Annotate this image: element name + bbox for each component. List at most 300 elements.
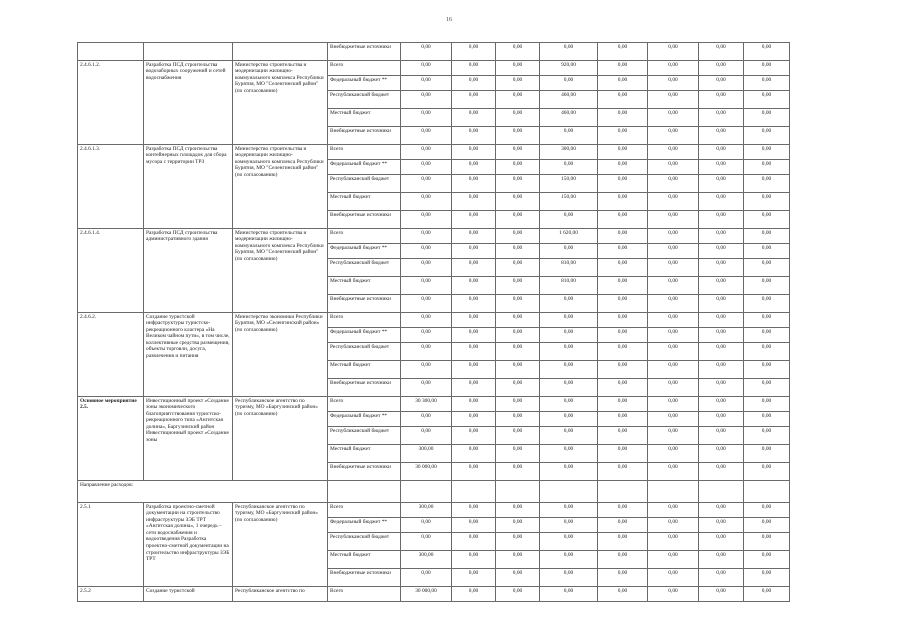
value-cell: 0,00: [744, 518, 790, 533]
value-cell: 0,00: [648, 193, 699, 211]
value-cell: 0,00: [540, 160, 598, 175]
value-cell: 0,00: [744, 127, 790, 145]
value-cell: 0,00: [401, 160, 452, 175]
value-cell: 0,00: [452, 343, 496, 361]
executor: Министерство строительства и модернизации жилищно-коммунального комплекса Республики Бурятия, МО "Селенгинский район" (по согласованию): [233, 145, 328, 229]
funding-source-cell: Республиканский бюджет: [328, 259, 401, 277]
empty-cell: [540, 481, 598, 503]
activity-code: 2.4.6.1.4.: [78, 229, 144, 313]
value-cell: 0,00: [540, 503, 598, 518]
value-cell: 0,00: [699, 160, 744, 175]
activity-name: Инвестиционный проект «Создание зоны экономического благоприятствования туристско-рекреационного типа «Ангитская долина», Баргузинский район Инвестиционный проект «Создание зоны: [144, 397, 233, 481]
value-cell: 0,00: [699, 229, 744, 244]
funding-source-cell: Всего: [328, 229, 401, 244]
empty-cell: [78, 43, 144, 61]
funding-source-cell: Внебюджетные источники: [328, 295, 401, 313]
value-cell: 0,00: [744, 175, 790, 193]
budget-table: [77, 42, 790, 602]
value-cell: 0,00: [540, 343, 598, 361]
value-cell: 0,00: [744, 76, 790, 91]
value-cell: 0,00: [598, 229, 648, 244]
empty-cell: [699, 481, 744, 503]
value-cell: 0,00: [496, 343, 540, 361]
value-cell: 810,00: [540, 259, 598, 277]
empty-cell: [598, 481, 648, 503]
value-cell: 0,00: [648, 91, 699, 109]
table-row: [78, 587, 790, 602]
funding-source-cell: Всего: [328, 503, 401, 518]
value-cell: 300,00: [401, 503, 452, 518]
value-cell: 0,00: [452, 61, 496, 76]
value-cell: 0,00: [744, 259, 790, 277]
value-cell: 0,00: [744, 109, 790, 127]
value-cell: 0,00: [496, 379, 540, 397]
value-cell: 0,00: [744, 397, 790, 412]
value-cell: 0,00: [401, 412, 452, 427]
value-cell: 0,00: [401, 361, 452, 379]
value-cell: 0,00: [648, 295, 699, 313]
activity-name: Разработка проектно-сметной документации на строительство инфраструктуры ЗЭБ ТРТ «Ангитская долина», 1 очередь – сети водоснабжения и водоотведения Разработка проектно-сметной документации на строительство инфраструктуры ЗЭБ ТРТ: [144, 503, 233, 587]
value-cell: 0,00: [598, 412, 648, 427]
value-cell: 0,00: [648, 518, 699, 533]
executor: Республиканское агентство по туризму, МО «Баргузинский район» (по согласованию): [233, 503, 328, 587]
value-cell: 0,00: [598, 518, 648, 533]
value-cell: 0,00: [401, 427, 452, 445]
value-cell: 0,00: [401, 193, 452, 211]
table-row: [78, 503, 790, 518]
value-cell: 0,00: [401, 61, 452, 76]
value-cell: 0,00: [452, 518, 496, 533]
value-cell: 0,00: [540, 361, 598, 379]
value-cell: 0,00: [540, 211, 598, 229]
funding-source-cell: Республиканский бюджет: [328, 343, 401, 361]
value-cell: 0,00: [648, 259, 699, 277]
value-cell: 0,00: [496, 397, 540, 412]
value-cell: 0,00: [699, 145, 744, 160]
activity-name: Создание туристской: [144, 587, 233, 602]
value-cell: 0,00: [401, 313, 452, 328]
activity-code: 2.4.6.1.2.: [78, 61, 144, 145]
value-cell: 0,00: [598, 379, 648, 397]
value-cell: 0,00: [496, 145, 540, 160]
value-cell: 0,00: [496, 160, 540, 175]
value-cell: 0,00: [648, 229, 699, 244]
value-cell: 0,00: [540, 533, 598, 551]
funding-source-cell: Федеральный бюджет **: [328, 160, 401, 175]
value-cell: 0,00: [452, 127, 496, 145]
value-cell: 0,00: [598, 175, 648, 193]
value-cell: 0,00: [452, 259, 496, 277]
value-cell: 0,00: [744, 61, 790, 76]
value-cell: 0,00: [648, 397, 699, 412]
value-cell: 0,00: [452, 569, 496, 587]
value-cell: 0,00: [452, 91, 496, 109]
value-cell: 0,00: [699, 551, 744, 569]
value-cell: 0,00: [401, 328, 452, 343]
value-cell: 0,00: [699, 313, 744, 328]
value-cell: 0,00: [540, 328, 598, 343]
value-cell: 0,00: [744, 295, 790, 313]
value-cell: 0,00: [496, 551, 540, 569]
value-cell: 0,00: [744, 445, 790, 463]
value-cell: 0,00: [540, 127, 598, 145]
value-cell: 0,00: [401, 277, 452, 295]
value-cell: 0,00: [744, 211, 790, 229]
value-cell: 0,00: [540, 295, 598, 313]
value-cell: 0,00: [744, 91, 790, 109]
value-cell: 0,00: [401, 145, 452, 160]
value-cell: 0,00: [598, 244, 648, 259]
funding-source-cell: Всего: [328, 61, 401, 76]
value-cell: 0,00: [648, 127, 699, 145]
funding-source-cell: Внебюджетные источники: [328, 127, 401, 145]
funding-source-cell: Местный бюджет: [328, 551, 401, 569]
value-cell: 0,00: [699, 533, 744, 551]
value-cell: 0,00: [699, 427, 744, 445]
value-cell: 0,00: [540, 427, 598, 445]
value-cell: 0,00: [598, 295, 648, 313]
funding-source-cell: Республиканский бюджет: [328, 175, 401, 193]
value-cell: 0,00: [699, 193, 744, 211]
value-cell: 0,00: [648, 61, 699, 76]
value-cell: 0,00: [496, 295, 540, 313]
value-cell: 0,00: [540, 244, 598, 259]
value-cell: 0,00: [648, 503, 699, 518]
value-cell: 0,00: [496, 193, 540, 211]
value-cell: 0,00: [744, 343, 790, 361]
funding-source-cell: Внебюджетные источники: [328, 463, 401, 481]
value-cell: 0,00: [699, 503, 744, 518]
activity-name: Создание туристской инфраструктуры туристско-рекреационного кластера «На Великом чайном пути», в том числе, коллективные средства размещения, объекты торговли, досуга, развлечения и питания: [144, 313, 233, 397]
value-cell: 150,00: [540, 193, 598, 211]
funding-source-cell: Федеральный бюджет **: [328, 328, 401, 343]
value-cell: 0,00: [744, 533, 790, 551]
value-cell: 0,00: [648, 587, 699, 602]
value-cell: 0,00: [452, 445, 496, 463]
funding-source-cell: Республиканский бюджет: [328, 533, 401, 551]
value-cell: 460,00: [540, 109, 598, 127]
value-cell: 0,00: [699, 569, 744, 587]
value-cell: 0,00: [744, 587, 790, 602]
value-cell: 0,00: [648, 175, 699, 193]
value-cell: 460,00: [540, 91, 598, 109]
value-cell: 0,00: [598, 445, 648, 463]
table-row: [78, 43, 790, 61]
value-cell: 0,00: [452, 503, 496, 518]
activity-code: 2.4.6.2.: [78, 313, 144, 397]
value-cell: 300,00: [401, 445, 452, 463]
value-cell: 0,00: [598, 361, 648, 379]
value-cell: 0,00: [540, 587, 598, 602]
value-cell: 150,00: [540, 175, 598, 193]
value-cell: 0,00: [598, 91, 648, 109]
activity-code: Основное мероприятие 2.5.: [78, 397, 144, 481]
value-cell: 0,00: [401, 533, 452, 551]
value-cell: 0,00: [744, 503, 790, 518]
funding-source-cell: Всего: [328, 313, 401, 328]
value-cell: 0,00: [598, 328, 648, 343]
value-cell: 0,00: [699, 295, 744, 313]
empty-cell: [496, 481, 540, 503]
value-cell: 0,00: [401, 229, 452, 244]
value-cell: 30 000,00: [401, 463, 452, 481]
activity-name: Разработка ПСД строительства водозаборных сооружений и сетей водоснабжения: [144, 61, 233, 145]
value-cell: 0,00: [699, 175, 744, 193]
value-cell: 0,00: [648, 569, 699, 587]
value-cell: 0,00: [744, 328, 790, 343]
value-cell: 0,00: [452, 379, 496, 397]
value-cell: 0,00: [452, 427, 496, 445]
value-cell: 0,00: [496, 211, 540, 229]
value-cell: 0,00: [401, 91, 452, 109]
funding-source-cell: Федеральный бюджет **: [328, 518, 401, 533]
funding-source-cell: Всего: [328, 145, 401, 160]
value-cell: 0,00: [496, 569, 540, 587]
value-cell: 0,00: [598, 277, 648, 295]
value-cell: 0,00: [540, 313, 598, 328]
funding-source-cell: Всего: [328, 397, 401, 412]
value-cell: 0,00: [648, 379, 699, 397]
value-cell: 0,00: [699, 343, 744, 361]
value-cell: 0,00: [648, 551, 699, 569]
value-cell: 0,00: [648, 328, 699, 343]
value-cell: 0,00: [401, 569, 452, 587]
value-cell: 0,00: [699, 412, 744, 427]
empty-cell: [401, 481, 452, 503]
executor: Республиканское агентство по туризму, МО «Баргузинский район» (по согласованию): [233, 397, 328, 481]
executor: Министерство экономики Республики Бурятия, МО «Селенгинский район» (по согласованию): [233, 313, 328, 397]
table-row: [78, 397, 790, 412]
value-cell: 0,00: [598, 551, 648, 569]
value-cell: 0,00: [648, 445, 699, 463]
value-cell: 0,00: [496, 91, 540, 109]
value-cell: 0,00: [744, 244, 790, 259]
value-cell: 0,00: [648, 43, 699, 61]
value-cell: 0,00: [699, 61, 744, 76]
funding-source-cell: Местный бюджет: [328, 361, 401, 379]
funding-source-cell: Республиканский бюджет: [328, 427, 401, 445]
value-cell: 0,00: [452, 397, 496, 412]
value-cell: 0,00: [598, 61, 648, 76]
value-cell: 0,00: [452, 160, 496, 175]
value-cell: 0,00: [648, 109, 699, 127]
value-cell: 0,00: [496, 518, 540, 533]
value-cell: 0,00: [598, 193, 648, 211]
page-number: 16: [446, 17, 452, 23]
value-cell: 0,00: [496, 175, 540, 193]
value-cell: 0,00: [699, 43, 744, 61]
value-cell: 0,00: [452, 295, 496, 313]
value-cell: 0,00: [496, 244, 540, 259]
value-cell: 0,00: [744, 412, 790, 427]
value-cell: 0,00: [401, 211, 452, 229]
value-cell: 0,00: [744, 427, 790, 445]
value-cell: 300,00: [540, 145, 598, 160]
value-cell: 0,00: [452, 551, 496, 569]
value-cell: 0,00: [540, 379, 598, 397]
value-cell: 0,00: [744, 569, 790, 587]
value-cell: 0,00: [598, 259, 648, 277]
executor: Республиканское агентство по: [233, 587, 328, 602]
value-cell: 0,00: [452, 313, 496, 328]
value-cell: 0,00: [496, 127, 540, 145]
table-row: [78, 229, 790, 244]
value-cell: 0,00: [496, 503, 540, 518]
value-cell: 0,00: [496, 328, 540, 343]
value-cell: 0,00: [496, 43, 540, 61]
value-cell: 0,00: [452, 76, 496, 91]
value-cell: 0,00: [401, 379, 452, 397]
activity-code: 2.4.6.1.3.: [78, 145, 144, 229]
value-cell: 0,00: [401, 109, 452, 127]
value-cell: 0,00: [401, 518, 452, 533]
value-cell: 0,00: [540, 445, 598, 463]
value-cell: 0,00: [496, 229, 540, 244]
empty-cell: [648, 481, 699, 503]
value-cell: 0,00: [699, 244, 744, 259]
value-cell: 920,00: [540, 61, 598, 76]
value-cell: 1 620,00: [540, 229, 598, 244]
value-cell: 0,00: [598, 313, 648, 328]
value-cell: 0,00: [744, 43, 790, 61]
value-cell: 0,00: [401, 244, 452, 259]
value-cell: 0,00: [744, 229, 790, 244]
empty-cell: [328, 481, 401, 503]
executor: Министерство строительства и модернизации жилищно-коммунального комплекса Республики Бурятия, МО "Селенгинский район" (по согласованию): [233, 61, 328, 145]
value-cell: 0,00: [401, 343, 452, 361]
value-cell: 0,00: [598, 397, 648, 412]
value-cell: 0,00: [452, 43, 496, 61]
value-cell: 0,00: [452, 244, 496, 259]
value-cell: 0,00: [598, 127, 648, 145]
value-cell: 0,00: [648, 277, 699, 295]
value-cell: 0,00: [598, 160, 648, 175]
value-cell: 0,00: [401, 43, 452, 61]
value-cell: 0,00: [699, 259, 744, 277]
value-cell: 0,00: [496, 277, 540, 295]
value-cell: 0,00: [496, 259, 540, 277]
value-cell: 0,00: [648, 76, 699, 91]
value-cell: 0,00: [648, 343, 699, 361]
value-cell: 0,00: [452, 587, 496, 602]
value-cell: 0,00: [744, 313, 790, 328]
value-cell: 0,00: [452, 328, 496, 343]
funding-source-cell: Федеральный бюджет **: [328, 412, 401, 427]
value-cell: 0,00: [699, 361, 744, 379]
value-cell: 0,00: [452, 211, 496, 229]
table-row: [78, 61, 790, 76]
value-cell: 810,00: [540, 277, 598, 295]
value-cell: 0,00: [744, 145, 790, 160]
value-cell: 0,00: [452, 229, 496, 244]
value-cell: 0,00: [699, 127, 744, 145]
value-cell: 0,00: [699, 328, 744, 343]
value-cell: 0,00: [452, 145, 496, 160]
funding-source-cell: Внебюджетные источники: [328, 211, 401, 229]
value-cell: 0,00: [540, 43, 598, 61]
value-cell: 0,00: [648, 244, 699, 259]
empty-cell: [144, 43, 233, 61]
value-cell: 30 300,00: [401, 397, 452, 412]
value-cell: 0,00: [648, 427, 699, 445]
value-cell: 0,00: [648, 463, 699, 481]
value-cell: 0,00: [699, 463, 744, 481]
table-row: [78, 145, 790, 160]
value-cell: 0,00: [540, 569, 598, 587]
value-cell: 0,00: [648, 412, 699, 427]
value-cell: 0,00: [598, 211, 648, 229]
value-cell: 0,00: [699, 277, 744, 295]
funding-source-cell: Внебюджетные источники: [328, 43, 401, 61]
value-cell: 0,00: [540, 518, 598, 533]
value-cell: 0,00: [496, 361, 540, 379]
value-cell: 0,00: [744, 463, 790, 481]
value-cell: 0,00: [401, 175, 452, 193]
value-cell: 0,00: [452, 533, 496, 551]
funding-source-cell: Федеральный бюджет **: [328, 76, 401, 91]
section-title: Направление расходов:: [78, 481, 328, 503]
empty-cell: [452, 481, 496, 503]
value-cell: 0,00: [744, 277, 790, 295]
value-cell: 0,00: [496, 313, 540, 328]
value-cell: 0,00: [496, 412, 540, 427]
section-row: [78, 481, 790, 503]
value-cell: 0,00: [598, 43, 648, 61]
value-cell: 0,00: [452, 193, 496, 211]
value-cell: 0,00: [496, 587, 540, 602]
value-cell: 0,00: [598, 76, 648, 91]
value-cell: 30 000,00: [401, 587, 452, 602]
value-cell: 0,00: [699, 379, 744, 397]
value-cell: 0,00: [699, 76, 744, 91]
value-cell: 0,00: [598, 533, 648, 551]
value-cell: 0,00: [496, 61, 540, 76]
value-cell: 300,00: [401, 551, 452, 569]
value-cell: 0,00: [452, 412, 496, 427]
value-cell: 0,00: [598, 109, 648, 127]
value-cell: 0,00: [744, 379, 790, 397]
value-cell: 0,00: [699, 397, 744, 412]
value-cell: 0,00: [496, 463, 540, 481]
value-cell: 0,00: [598, 587, 648, 602]
funding-source-cell: Внебюджетные источники: [328, 379, 401, 397]
value-cell: 0,00: [598, 343, 648, 361]
funding-source-cell: Местный бюджет: [328, 109, 401, 127]
value-cell: 0,00: [401, 127, 452, 145]
value-cell: 0,00: [744, 361, 790, 379]
empty-cell: [744, 481, 790, 503]
funding-source-cell: Республиканский бюджет: [328, 91, 401, 109]
value-cell: 0,00: [401, 259, 452, 277]
value-cell: 0,00: [540, 397, 598, 412]
funding-source-cell: Местный бюджет: [328, 193, 401, 211]
value-cell: 0,00: [452, 277, 496, 295]
value-cell: 0,00: [699, 445, 744, 463]
value-cell: 0,00: [540, 76, 598, 91]
value-cell: 0,00: [648, 313, 699, 328]
value-cell: 0,00: [496, 76, 540, 91]
value-cell: 0,00: [598, 145, 648, 160]
value-cell: 0,00: [598, 463, 648, 481]
activity-name: Разработка ПСД строительства административного здания: [144, 229, 233, 313]
funding-source-cell: Внебюджетные источники: [328, 569, 401, 587]
funding-source-cell: Федеральный бюджет **: [328, 244, 401, 259]
value-cell: 0,00: [401, 76, 452, 91]
value-cell: 0,00: [648, 160, 699, 175]
value-cell: 0,00: [452, 175, 496, 193]
value-cell: 0,00: [699, 518, 744, 533]
value-cell: 0,00: [648, 533, 699, 551]
